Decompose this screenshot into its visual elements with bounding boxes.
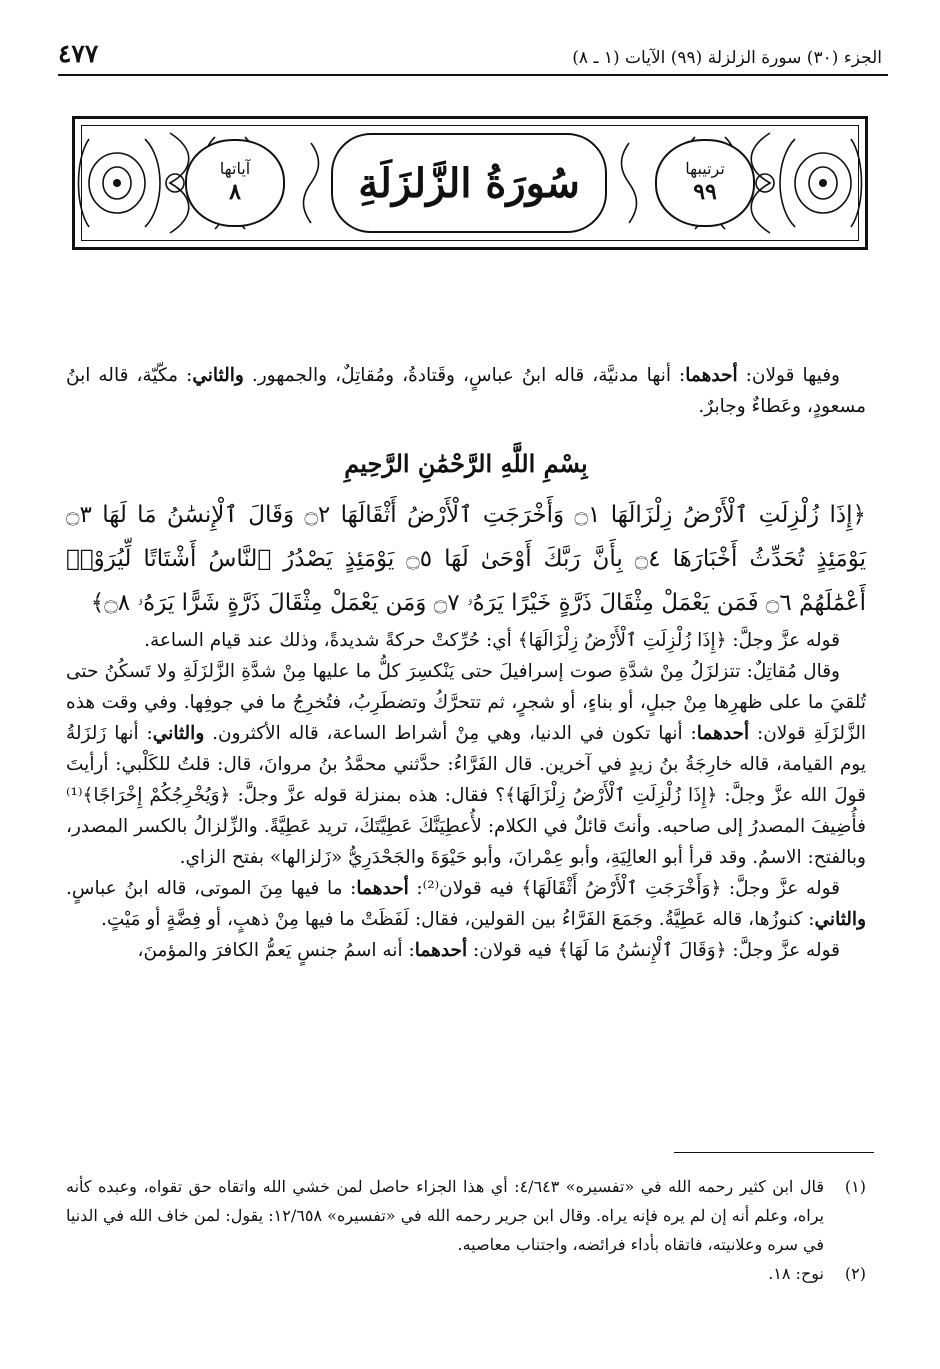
p3-second-text: : كنوزُها، قاله عَطِيَّةُ. وجَمَعَ الفَرَّاءُ بين القولين، فقال: لَفَظَتْ ما فيها مِنْ ذهبٍ، أو فِضَّةٍ أو مَيْتٍ. bbox=[100, 909, 815, 930]
footnotes bbox=[66, 1172, 866, 1288]
footnote-marker: (١) bbox=[844, 1177, 866, 1196]
surah-title: سُورَةُ الزَّلزَلَةِ bbox=[358, 159, 580, 207]
order-value: ٩٩ bbox=[693, 179, 717, 206]
footnote-rule bbox=[674, 1152, 874, 1153]
p3-first-label: أحدهما bbox=[356, 878, 409, 899]
intro-second-label: والثاني bbox=[192, 365, 244, 386]
p2-second-text: : أنها زَلزَلةُ يوم القيامة، قاله خارِجَةُ بنُ زيدٍ في آخرين. قال الفَرَّاءُ: حدَّثني محمَّدُ بنُ مروانَ، قال: قلتُ للكَلْبي: أرأيتَ قولَ الله عزَّ وجلَّ: ﴿إِذَا زُلْزِلَتِ ٱلْأَرْضُ زِلْزَالَهَا﴾؟ فقال: هذه بمنزلة قوله عزَّ وجلَّ: ﴿وَيُخْرِجُكُمْ إِخْرَاجًا﴾⁽¹⁾ فأُضِيفَ المصدرُ إلى صاحبه. وأنتَ قائلٌ في الكلام: لأُعطِيَنَّكَ عَطِيَّتَكَ، تريد عَطِيَّةً. والزِّلزالُ بالكسر المصدر، وبالفتح: الاسمُ. وقد قرأ أبو العالِيَةِ، وأبو عِمْرانَ، وأبو حَيْوَةَ والجَحْدَرِيُّ «زَلزالها» بفتح الزاي. bbox=[66, 723, 866, 868]
commentary-paragraph-4 bbox=[66, 935, 866, 966]
verses-value: ٨ bbox=[229, 179, 241, 206]
surah-banner bbox=[72, 116, 868, 250]
quran-verses: ﴿إِذَا زُلْزِلَتِ ٱلْأَرْضُ زِلْزَالَهَا ۝١ وَأَخْرَجَتِ ٱلْأَرْضُ أَثْقَالَهَا ۝٢ وَقَالَ ٱلْإِنسَٰنُ مَا لَهَا ۝٣ يَوْمَئِذٍ تُحَدِّثُ أَخْبَارَهَا ۝٤ بِأَنَّ رَبَّكَ أَوْحَىٰ لَهَا ۝٥ يَوْمَئِذٍ يَصْدُرُ ٱلنَّاسُ أَشْتَاتًا لِّيُرَوْا۟ أَعْمَٰلَهُمْ ۝٦ فَمَن يَعْمَلْ مِثْقَالَ ذَرَّةٍ خَيْرًا يَرَهُۥ ۝٧ وَمَن يَعْمَلْ مِثْقَالَ ذَرَّةٍ شَرًّا يَرَهُۥ ۝٨﴾ bbox=[66, 502, 867, 616]
order-medallion bbox=[655, 139, 755, 227]
intro-second-text: : مكّيّة، قاله ابنُ مسعودٍ، وعَطاءٌ وجابرٌ. bbox=[66, 365, 866, 417]
verses-medallion bbox=[185, 139, 285, 227]
footnote-marker: (٢) bbox=[844, 1264, 866, 1283]
order-label: ترتيبها bbox=[685, 159, 725, 179]
p3-second-label: والثاني bbox=[814, 909, 866, 930]
commentary-paragraph-3 bbox=[66, 873, 866, 935]
p3-lead: قوله عزَّ وجلَّ: ﴿وَأَخْرَجَتِ ٱلْأَرْضُ أَثْقَالَهَا﴾ فيه قولان⁽²⁾: bbox=[408, 878, 840, 899]
footnote-1 bbox=[66, 1172, 866, 1259]
main-text bbox=[66, 360, 866, 966]
intro-lead: وفيها قولان: bbox=[737, 365, 840, 386]
footnote-2 bbox=[66, 1259, 866, 1288]
page-number: ٤٧٧ bbox=[58, 39, 99, 68]
intro-first-text: : أنها مدنيَّة، قاله ابنُ عباسٍ، وقَتادةُ، ومُقاتِلٌ، والجمهور. bbox=[243, 365, 686, 386]
p2-first-text: : أنها تكون في الدنيا، وهي مِنْ أشراط الساعة، قاله الأكثرون. bbox=[204, 723, 697, 744]
footnote-text: قال ابن كثير رحمه الله في «تفسيره» ٤/٦٤٣: أي هذا الجزاء حاصل لمن خشي الله واتقاه حق تقواه، وعبده كأنه يراه، وعلم أنه إن لم يره فإنه يراه. وقال ابن جرير رحمه الله في «تفسيره» ١٢/٦٥٨: يقول: لمن خاف الله في الدنيا في سره وعلانيته، فاتقاه بأداء فرائضه، واجتناب معاصيه. bbox=[66, 1177, 824, 1254]
commentary-paragraph-1: قوله عزَّ وجلَّ: ﴿إِذَا زُلْزِلَتِ ٱلْأَرْضُ زِلْزَالَهَا﴾ أي: حُرِّكتْ حركةً شديدةً، وذلك عند قيام الساعة. bbox=[144, 630, 840, 651]
p2-lead: وقال مُقاتِلٌ: تتزلزَلُ مِنْ شدَّةِ صوت إسرافيلَ حتى يَنْكسِرَ كلُّ ما عليها مِنْ شدَّةِ الزَّلزَلَةِ ولا تَسكُنُ حتى تُلقيَ ما على ظهرِها مِنْ جبلٍ، أو بناءٍ، أو شجرٍ، ثم تتحرَّكُ وتضطَرِبُ، فتُخرِجُ ما في جوفِها. وفي وقت هذه الزَّلزَلَةِ قولان: bbox=[66, 661, 866, 744]
p3-first-text: : ما فيها مِنَ الموتى، قاله ابنُ عباسٍ. bbox=[66, 878, 357, 899]
commentary-paragraph-2 bbox=[66, 656, 866, 873]
p2-second-label: والثاني bbox=[152, 723, 205, 744]
p4-lead: قوله عزَّ وجلَّ: ﴿وَقَالَ ٱلْإِنسَٰنُ مَا لَهَا﴾ فيه قولان: bbox=[467, 940, 840, 961]
p4-first-label: أحدهما bbox=[414, 940, 468, 961]
p2-first-label: أحدهما bbox=[696, 723, 750, 744]
header-rule bbox=[58, 74, 888, 76]
basmala: بِسْمِ اللَّهِ الرَّحْمَٰنِ الرَّحِيمِ bbox=[344, 449, 588, 478]
p4-first-text: : أنه اسمُ جنسٍ يَعمُّ الكافرَ والمؤمنَ، bbox=[137, 940, 415, 961]
surah-title-cartouche bbox=[331, 133, 607, 233]
footnote-text: نوح: ١٨. bbox=[768, 1264, 824, 1283]
running-title: الجزء (٣٠) سورة الزلزلة (٩٩) الآيات (١ ـ ٨) bbox=[572, 48, 882, 68]
intro-first-label: أحدهما bbox=[685, 365, 738, 386]
verses-label: آياتها bbox=[219, 159, 251, 179]
page-header bbox=[58, 34, 882, 68]
intro-paragraph bbox=[66, 360, 866, 422]
